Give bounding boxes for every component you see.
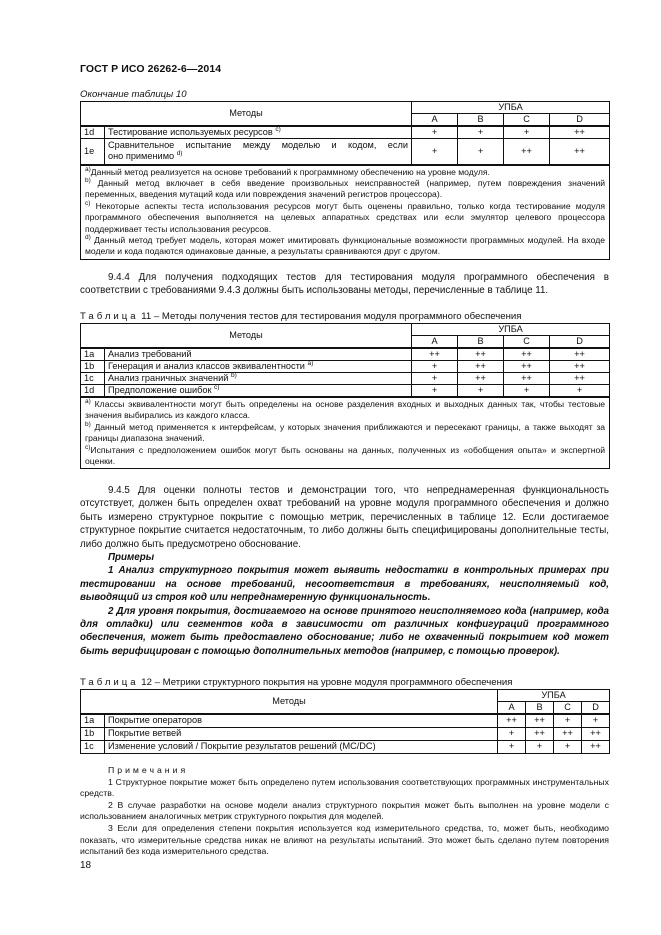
row-id: 1a	[81, 348, 105, 361]
cell-c: +	[554, 740, 582, 753]
example-1: 1 Анализ структурного покрытия может выявить недостатки в контрольных примерах при тестировании на основе требований, несоответствия в требованиях, неисполняемый код, выводящий из строя код или непреднамеренную функциональность.	[80, 565, 609, 604]
table11	[80, 323, 610, 469]
table-row	[81, 385, 610, 398]
cell-a: ++	[412, 348, 458, 361]
table12-methods-header: Методы	[81, 690, 498, 715]
cell-c: +	[504, 385, 550, 398]
table11-col-a: A	[412, 336, 458, 349]
final-note-3: 3 Если для определения степени покрытия используется код измерительного средства, то, может быть, необходимо показать, что измерительные средства никак не влияют на результаты испытаний. Это может быть сделано путем повторения испытаний без кода измерительного средства.	[80, 822, 609, 857]
table11-note-b: $^{b)}$ Данный метод применяется к интерфейсам, у которых значения приближаются и пересекают границы, а также выходят за границы диапазона значений.	[85, 420, 606, 444]
table12-upba-header: УПБА	[498, 690, 610, 702]
cell-c: ++	[504, 348, 550, 361]
cell-b: +	[458, 385, 504, 398]
row-method: Анализ граничных значений $^{b)}$	[105, 373, 412, 385]
table10-note-d: $^{d)}$ Данный метод требует модель, которая может имитировать функциональные возможности программных модулей. На входе модели и кода подаются одинаковые данные, а результаты сравниваются друг с другом.	[85, 233, 606, 257]
cell-d: ++	[550, 373, 610, 385]
cell-c: +	[504, 126, 550, 139]
cell-d: ++	[582, 740, 610, 753]
row-id: 1d	[81, 385, 105, 398]
final-note-1: 1 Структурное покрытие может быть определено путем использования соответствующих программных инструментальных средств.	[80, 776, 609, 799]
table11-note-c: $^{c)}$Испытания с предположением ошибок могут быть основаны на данных, полученных из «обобщения опыта» и экспертной оценки.	[85, 443, 606, 467]
table-row	[81, 740, 610, 753]
table10-col-d: D	[550, 114, 610, 127]
cell-d: ++	[550, 126, 610, 139]
table11-upba-header: УПБА	[412, 324, 610, 336]
cell-d: ++	[550, 361, 610, 373]
table10-note-c: $^{c)}$ Некоторые аспекты теста использования ресурсов могут быть оценены правильно, только когда тестирование модуля программного обеспечения выполняется на целевых аппаратных средствах или если эмулятор целевого процессора поддерживает тесты использования ресурсов.	[85, 199, 606, 234]
cell-a: +	[498, 740, 526, 753]
row-id: 1e	[81, 139, 105, 165]
row-method: Анализ требований	[105, 348, 412, 361]
table-row	[81, 126, 610, 139]
cell-b: ++	[526, 714, 554, 727]
table12	[80, 689, 610, 754]
table12-col-b: B	[526, 702, 554, 715]
cell-b: +	[526, 740, 554, 753]
row-method: Сравнительное испытание между моделью и кодом, если оно применимо $^{d)}$	[105, 139, 412, 165]
cell-a: +	[412, 139, 458, 165]
table11-col-b: B	[458, 336, 504, 349]
table-row	[81, 361, 610, 373]
example-2: 2 Для уровня покрытия, достигаемого на основе принятого неисполняемого кода (например, кода для отладки) или сегментов кода в зависимости от различных конфигураций программного обеспечения, может быть предоставлено обоснование; либо не охваченный покрытием код может быть верифицирован с помощью дополнительных методов (например, с помощью проверок).	[80, 605, 609, 657]
cell-d: +	[550, 385, 610, 398]
cell-c: ++	[504, 139, 550, 165]
cell-c: ++	[554, 727, 582, 740]
table10-caption: Окончание таблицы 10	[80, 89, 187, 100]
table12-col-d: D	[582, 702, 610, 715]
table11-col-c: C	[504, 336, 550, 349]
cell-d: ++	[550, 139, 610, 165]
table12-col-c: C	[554, 702, 582, 715]
row-id: 1b	[81, 727, 105, 740]
table11-caption: Таблица 11 – Методы получения тестов для тестирования модуля программного обеспечения	[80, 311, 522, 322]
table10-upba-header: УПБА	[412, 102, 610, 114]
row-method: Предположение ошибок $^{c)}$	[105, 385, 412, 398]
table10-col-b: B	[458, 114, 504, 127]
cell-c: ++	[504, 373, 550, 385]
cell-c: +	[554, 714, 582, 727]
table10	[80, 101, 610, 260]
table11-notes	[81, 397, 610, 469]
cell-a: ++	[498, 714, 526, 727]
cell-c: ++	[504, 361, 550, 373]
row-id: 1a	[81, 714, 105, 727]
table10-col-c: C	[504, 114, 550, 127]
table11-col-d: D	[550, 336, 610, 349]
cell-d: ++	[582, 727, 610, 740]
table10-methods-header: Методы	[81, 102, 412, 127]
row-method: Изменение условий / Покрытие результатов решений (MC/DC)	[105, 740, 498, 753]
row-id: 1c	[81, 740, 105, 753]
table-row	[81, 373, 610, 385]
table12-caption: Таблица 12 – Метрики структурного покрытия на уровне модуля программного обеспечения	[80, 677, 513, 688]
final-notes-title: Примечания	[108, 765, 189, 775]
cell-b: ++	[526, 727, 554, 740]
table10-note-b: $^{b)}$ Данный метод включает в себя введение произвольных неисправностей (например, путем повреждения значений переменных, введения мутаций кода или повреждения значений регистров процессора).	[85, 176, 606, 200]
cell-a: +	[498, 727, 526, 740]
document-header: ГОСТ Р ИСО 26262-6—2014	[80, 63, 222, 75]
cell-d: +	[582, 714, 610, 727]
final-notes	[80, 765, 609, 858]
row-id: 1b	[81, 361, 105, 373]
table10-col-a: A	[412, 114, 458, 127]
table-row	[81, 714, 610, 727]
table10-note-a: $^{a)}$Данный метод реализуется на основе требований к программному обеспечению на уровне модуля.	[85, 165, 490, 177]
row-method: Покрытие операторов	[105, 714, 498, 727]
cell-b: ++	[458, 348, 504, 361]
cell-a: +	[412, 126, 458, 139]
table12-col-a: A	[498, 702, 526, 715]
cell-a: +	[412, 373, 458, 385]
row-method: Генерация и анализ классов эквивалентности $^{a)}$	[105, 361, 412, 373]
row-id: 1d	[81, 126, 105, 139]
row-method: Покрытие ветвей	[105, 727, 498, 740]
paragraph-9-4-5: 9.4.5 Для оценки полноты тестов и демонстрации того, что непреднамеренная функциональность отсутствует, должен быть определен охват требований на уровне модуля программного обеспечения и должно быть измерено структурное покрытие с помощью метрик, перечисленных в таблице 12. Если достигаемое структурное покрытие считается недостаточным, то либо должны быть специфицированы дополнительные тесты, либо должно быть предусмотрено обоснование. Примеры 1 Анализ структурного покрытия может выявить недостатки в контрольных примерах при тестировании на основе требований, несоответствия в требованиях, неисполняемый код, выводящий из строя код или непреднамеренную функциональность. 2 Для уровня покрытия, достигаемого на основе принятого неисполняемого кода (например, кода для отладки) или сегментов кода в зависимости от различных конфигураций программного обеспечения, может быть предоставлено обоснование; либо не охваченный покрытием код может быть верифицирован с помощью дополнительных методов (например, с помощью проверок).	[80, 485, 609, 657]
table-row	[81, 727, 610, 740]
cell-b: ++	[458, 373, 504, 385]
row-id: 1c	[81, 373, 105, 385]
table10-notes	[81, 165, 610, 260]
table-row	[81, 139, 610, 165]
cell-b: ++	[458, 361, 504, 373]
cell-b: +	[458, 126, 504, 139]
cell-d: ++	[550, 348, 610, 361]
examples-title: Примеры	[108, 552, 155, 564]
table11-note-a: $^{a)}$ Классы эквивалентности могут быть определены на основе разделения входных и выходных данных так, чтобы тестовые значения выбирались из каждого класса.	[85, 398, 606, 421]
page-number: 18	[80, 860, 92, 871]
table-row	[81, 348, 610, 361]
cell-b: +	[458, 139, 504, 165]
row-method: Тестирование используемых ресурсов $^{c)}$	[105, 126, 412, 139]
final-note-2: 2 В случае разработки на основе модели анализ структурного покрытия может быть выполнен на уровне модели с использованием аналогичных метрик структурного покрытия для моделей.	[80, 799, 609, 822]
paragraph-9-4-4: 9.4.4 Для получения подходящих тестов для тестирования модуля программного обеспечения в соответствии с требованиями 9.4.3 должны быть использованы методы, перечисленные в таблице 11.	[80, 272, 609, 297]
cell-a: +	[412, 385, 458, 398]
table11-methods-header: Методы	[81, 324, 412, 349]
cell-a: +	[412, 361, 458, 373]
